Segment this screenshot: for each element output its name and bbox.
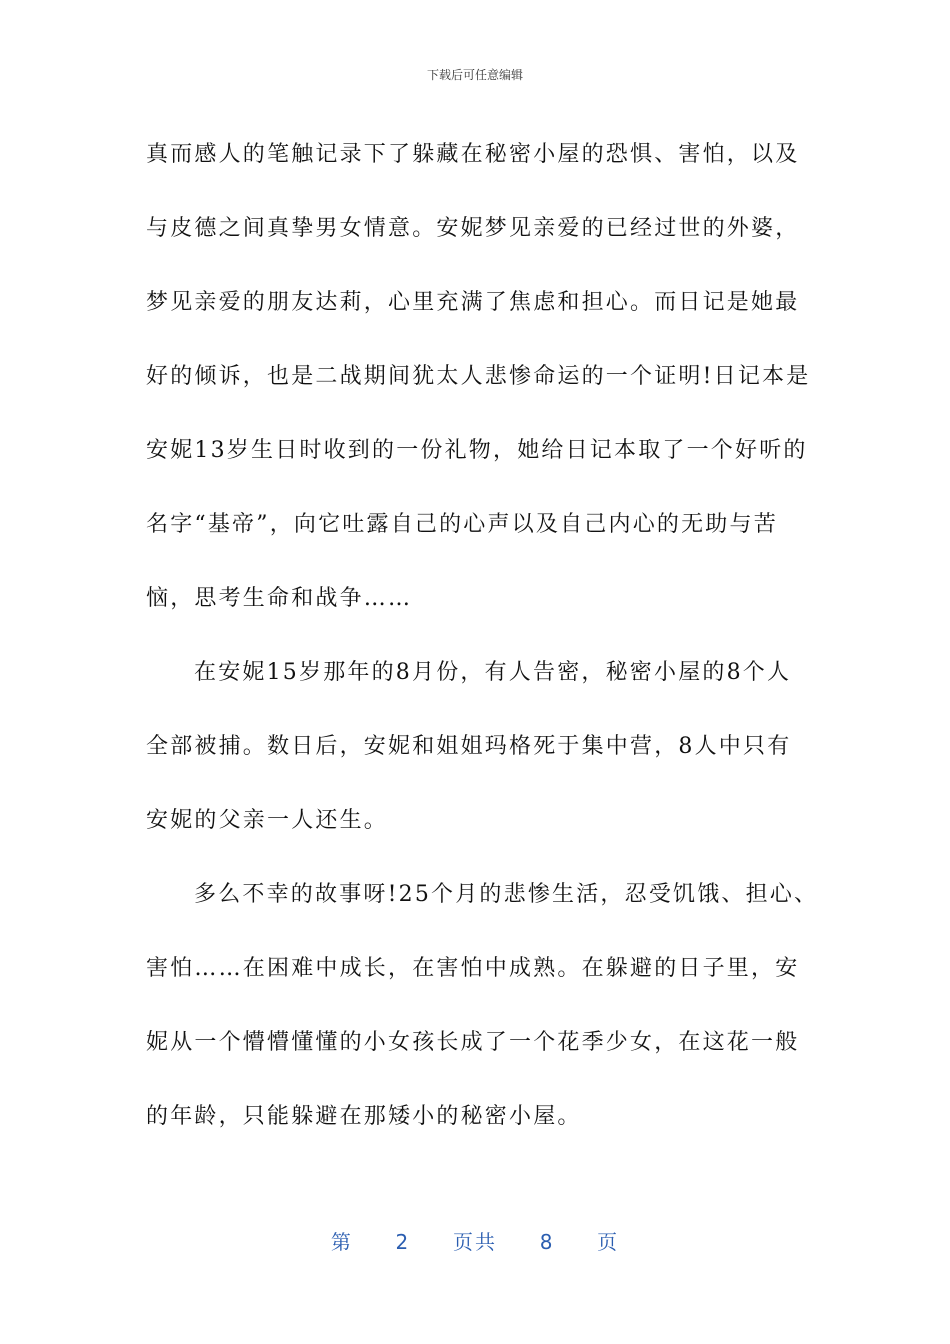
footer-middle: 页共 <box>453 1230 497 1254</box>
footer-suffix: 页 <box>597 1230 620 1254</box>
footer-current-page: 2 <box>395 1230 411 1254</box>
text-line: 安妮的父亲一人还生。 <box>146 808 389 833</box>
text-line: 真而感人的笔触记录下了躲藏在秘密小屋的恐惧、害怕，以及 <box>146 142 800 167</box>
text-line: 害怕……在困难中成长，在害怕中成熟。在躲避的日子里，安 <box>146 956 800 981</box>
text-line: 安妮13岁生日时收到的一份礼物，她给日记本取了一个好听的 <box>146 438 808 463</box>
footer-total-pages: 8 <box>539 1230 555 1254</box>
text-line: 的年龄，只能躲避在那矮小的秘密小屋。 <box>146 1104 582 1129</box>
text-line: 妮从一个懵懵懂懂的小女孩长成了一个花季少女，在这花一般 <box>146 1030 800 1055</box>
text-line: 好的倾诉，也是二战期间犹太人悲惨命运的一个证明!日记本是 <box>146 364 811 389</box>
text-line: 与皮德之间真挚男女情意。安妮梦见亲爱的已经过世的外婆， <box>146 216 800 241</box>
header-note: 下载后可任意编辑 <box>426 68 523 82</box>
text-line: 名字“基帝”，向它吐露自己的心声以及自己内心的无助与苦 <box>146 512 778 537</box>
text-line: 多么不幸的故事呀!25个月的悲惨生活，忍受饥饿、担心、 <box>194 882 819 907</box>
page-footer <box>0 1226 950 1255</box>
footer-prefix: 第 <box>330 1230 353 1254</box>
text-line: 恼，思考生命和战争…… <box>146 586 413 611</box>
text-line: 在安妮15岁那年的8月份，有人告密，秘密小屋的8个人 <box>194 660 792 685</box>
body-text <box>146 118 819 1154</box>
text-line: 梦见亲爱的朋友达莉，心里充满了焦虑和担心。而日记是她最 <box>146 290 800 315</box>
text-line: 全部被捕。数日后，安妮和姐姐玛格死于集中营，8人中只有 <box>146 734 792 759</box>
